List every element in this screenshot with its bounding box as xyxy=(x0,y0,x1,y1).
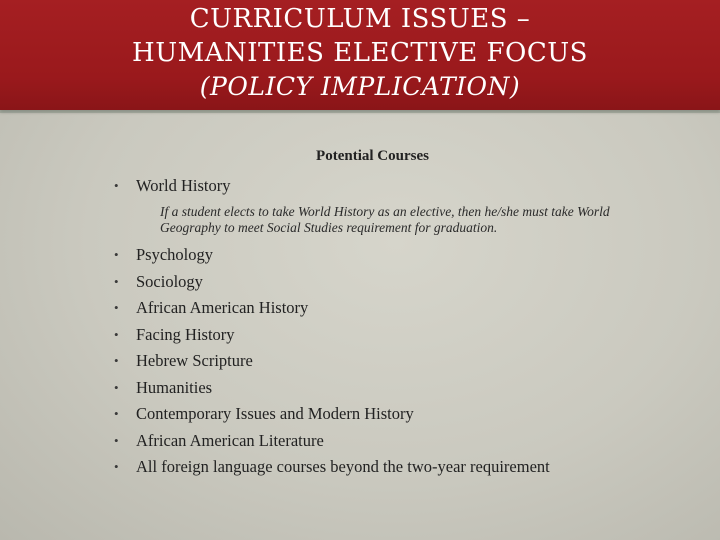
title-line-3: (POLICY IMPLICATION) xyxy=(199,72,521,101)
list-item-text: All foreign language courses beyond the two-year requirement xyxy=(136,457,550,476)
bullet-icon: • xyxy=(114,326,119,342)
title-divider xyxy=(0,110,720,113)
bullet-icon: • xyxy=(114,432,119,448)
bullet-icon: • xyxy=(114,353,119,368)
section-heading: Potential Courses xyxy=(316,148,429,164)
bullet-icon: • xyxy=(114,406,119,421)
list-item-text: African American Literature xyxy=(136,430,324,450)
bullet-icon: • xyxy=(114,459,119,474)
list-item-text: Hebrew Scripture xyxy=(136,351,253,370)
list-item-text: Contemporary Issues and Modern History xyxy=(136,404,414,423)
list-item-text: African American History xyxy=(136,298,309,317)
list-item-text: Sociology xyxy=(136,271,203,291)
list-item-text: Facing History xyxy=(136,324,235,344)
bullet-icon: • xyxy=(114,273,119,289)
list-item-text: World History xyxy=(136,176,231,195)
bullet-icon: • xyxy=(114,300,119,315)
bullet-icon: • xyxy=(114,379,119,395)
title-line-1: CURRICULUM ISSUES – xyxy=(189,4,531,34)
list-item-text: Humanities xyxy=(136,377,213,397)
title-line-2: HUMANITIES ELECTIVE FOCUS xyxy=(132,38,588,68)
title-band xyxy=(0,0,720,110)
list-item-text: Psychology xyxy=(136,245,214,264)
elective-note: If a student elects to take World History as an elective, then he/she must take World Geography to meet Social Studies requirement for graduation. xyxy=(160,204,610,235)
bullet-icon: • xyxy=(114,178,119,193)
bullet-icon: • xyxy=(114,247,119,262)
